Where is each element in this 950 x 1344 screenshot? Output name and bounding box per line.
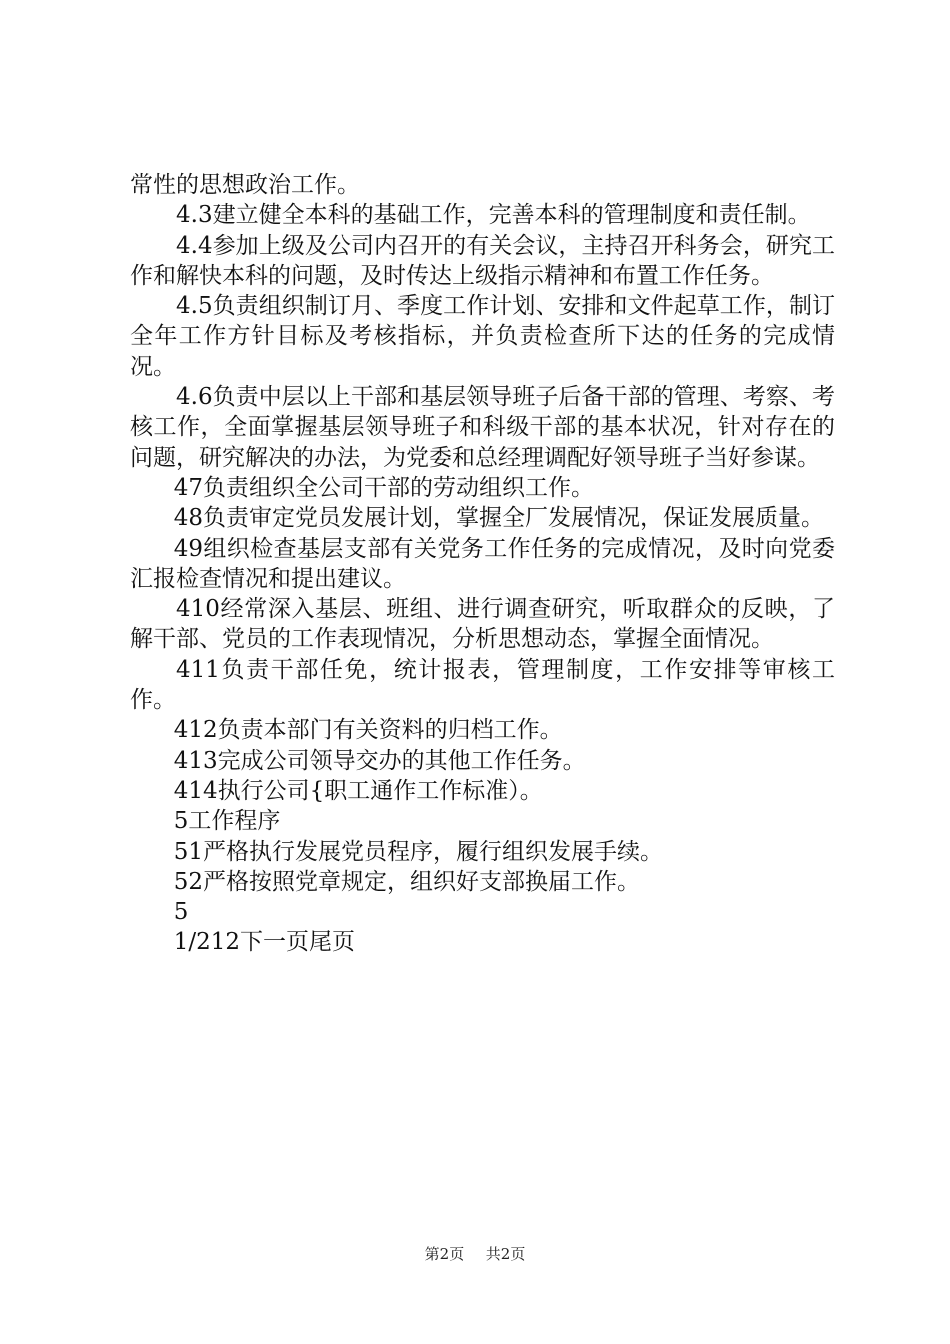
section-heading: 5工作程序 — [173, 808, 281, 835]
paragraph: 412负责本部门有关资料的归档工作。 — [173, 717, 563, 744]
document-body — [130, 170, 835, 958]
paragraph: 410经常深入基层、班组、进行调查研究，听取群众的反映，了解干部、党员的工作表现情况，分析思想动态，掌握全面情况。 — [130, 596, 835, 653]
paragraph: 414执行公司{职工通作工作标准）。 — [173, 777, 543, 804]
paragraph: 4.5负责组织制订月、季度工作计划、安排和文件起草工作，制订全年工作方针目标及考核指标，并负责检查所下达的任务的完成情况。 — [130, 293, 835, 380]
paragraph: 47负责组织全公司干部的劳动组织工作。 — [173, 474, 594, 501]
paragraph: 5 — [173, 899, 189, 926]
paragraph: 4.4参加上级及公司内召开的有关会议，主持召开科务会，研究工作和解快本科的问题，及时传达上级指示精神和布置工作任务。 — [130, 232, 835, 289]
paragraph: 常性的思想政治工作。 — [130, 172, 360, 198]
paragraph: 413完成公司领导交办的其他工作任务。 — [173, 747, 586, 774]
page-total: 共2页 — [485, 1245, 526, 1263]
pagination-text: 1/212下一页尾页 — [173, 929, 355, 956]
paragraph: 48负责审定党员发展计划，掌握全厂发展情况，保证发展质量。 — [173, 505, 824, 532]
page-footer — [0, 1243, 950, 1264]
paragraph: 52严格按照党章规定，组织好支部换届工作。 — [173, 868, 640, 895]
paragraph: 51严格执行发展党员程序，履行组织发展手续。 — [173, 838, 663, 865]
page-number: 第2页 — [424, 1245, 465, 1263]
paragraph: 49组织检查基层支部有关党务工作任务的完成情况，及时向党委汇报检查情况和提出建议。 — [130, 535, 835, 592]
paragraph: 411负责干部任免，统计报表，管理制度，工作安排等审核工作。 — [130, 656, 835, 714]
paragraph: 4.6负责中层以上干部和基层领导班子后备干部的管理、考察、考核工作，全面掌握基层领导班子和科级干部的基本状况，针对存在的问题，研究解决的办法，为党委和总经理调配好领导班子当好参谋。 — [130, 384, 835, 471]
paragraph: 4.3建立健全本科的基础工作，完善本科的管理制度和责任制。 — [176, 202, 811, 229]
